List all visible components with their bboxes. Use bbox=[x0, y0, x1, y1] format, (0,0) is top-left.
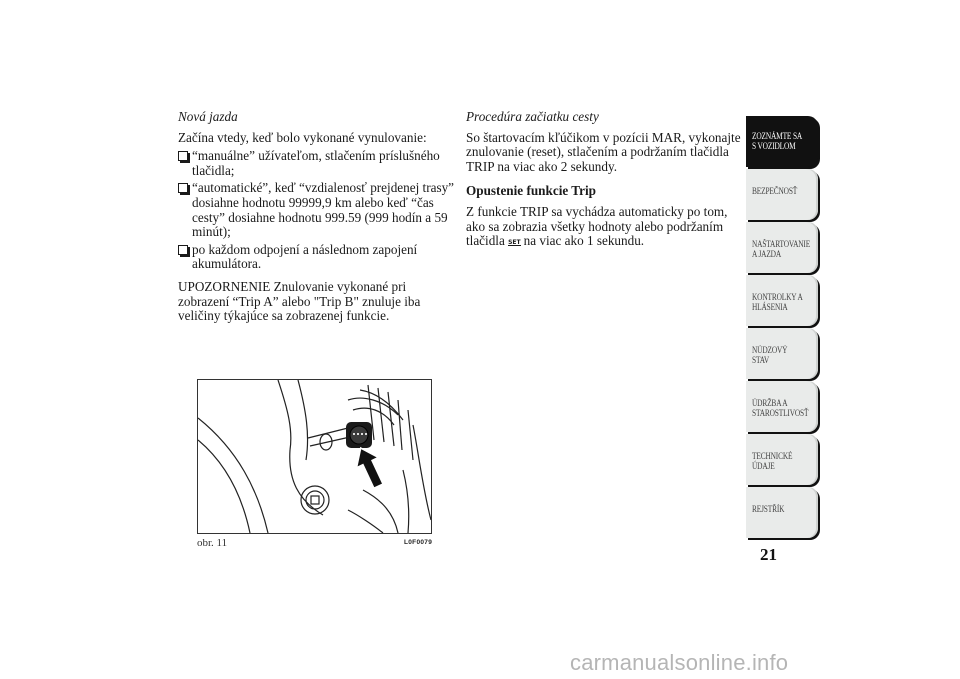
checkbox-bullet-icon bbox=[178, 151, 188, 161]
intro-text: Začína vtedy, keď bolo vykonané vynulovanie: bbox=[178, 129, 427, 145]
tab-safety[interactable]: BEZPEČNOSŤ bbox=[746, 169, 818, 220]
tab-emergency[interactable]: NÚDZOVÝ STAV bbox=[746, 328, 818, 379]
chapter-tabs bbox=[746, 116, 818, 540]
reset-conditions-list bbox=[178, 149, 460, 272]
figure-code: L0F0079 bbox=[404, 539, 433, 546]
watermark: carmanualsonline.info bbox=[570, 650, 789, 675]
warning-note: UPOZORNENIE Znulovanie vykonané pri zobrazení “Trip A” alebo "Trip B" znuluje iba veličiny týkajúce sa zobrazenej funkcie. bbox=[178, 278, 421, 324]
page-number: 21 bbox=[760, 545, 777, 564]
section-title-procedure: Procedúra začiatku cesty bbox=[466, 109, 599, 124]
steering-column-drawing bbox=[198, 380, 431, 533]
exit-text: Z funkcie TRIP sa vychádza automaticky po tom, ako sa zobrazia všetky hodnoty alebo podržaním tlačidla SET na viac ako 1 sekundu. bbox=[466, 203, 728, 249]
tab-get-to-know-vehicle[interactable]: ZOZNÁMTE SA S VOZIDLOM bbox=[746, 116, 818, 167]
tab-maintenance[interactable]: ÚDRŽBA A STAROSTLIVOSŤ bbox=[746, 381, 818, 432]
list-item: “automatické”, keď “vzdialenosť prejdenej trasy” dosiahne hodnotu 99999,9 km alebo keď “čas cesty” dosiahne hodnotu 999.59 (999 hodín a 59 minút); bbox=[178, 181, 460, 239]
list-item: “manuálne” užívateľom, stlačením príslušného tlačidla; bbox=[178, 149, 460, 178]
right-column bbox=[466, 110, 742, 253]
tab-technical-data[interactable]: TECHNICKÉ ÚDAJE bbox=[746, 434, 818, 485]
set-button-icon: SET bbox=[508, 239, 521, 247]
left-column bbox=[178, 110, 460, 324]
procedure-text: So štartovacím kľúčikom v pozícii MAR, vykonajte znulovanie (reset), stlačením a podržaním tlačidla TRIP na viac ako 2 sekundy. bbox=[466, 129, 741, 174]
tab-starting-driving[interactable]: NAŠTARTOVANIE A JAZDA bbox=[746, 222, 818, 273]
tab-warning-lights[interactable]: KONTROLKY A HLÁSENIA bbox=[746, 275, 818, 326]
section-title-new-trip: Nová jazda bbox=[178, 109, 238, 124]
tab-index[interactable]: REJSTŘÍK bbox=[746, 487, 818, 538]
checkbox-bullet-icon bbox=[178, 245, 188, 255]
figure-trip-button-illustration bbox=[197, 379, 432, 534]
section-title-exit-trip: Opustenie funkcie Trip bbox=[466, 183, 596, 199]
figure-caption: obr. 11 bbox=[197, 537, 228, 549]
list-item: po každom odpojení a následnom zapojení akumulátora. bbox=[178, 243, 460, 272]
checkbox-bullet-icon bbox=[178, 183, 188, 193]
